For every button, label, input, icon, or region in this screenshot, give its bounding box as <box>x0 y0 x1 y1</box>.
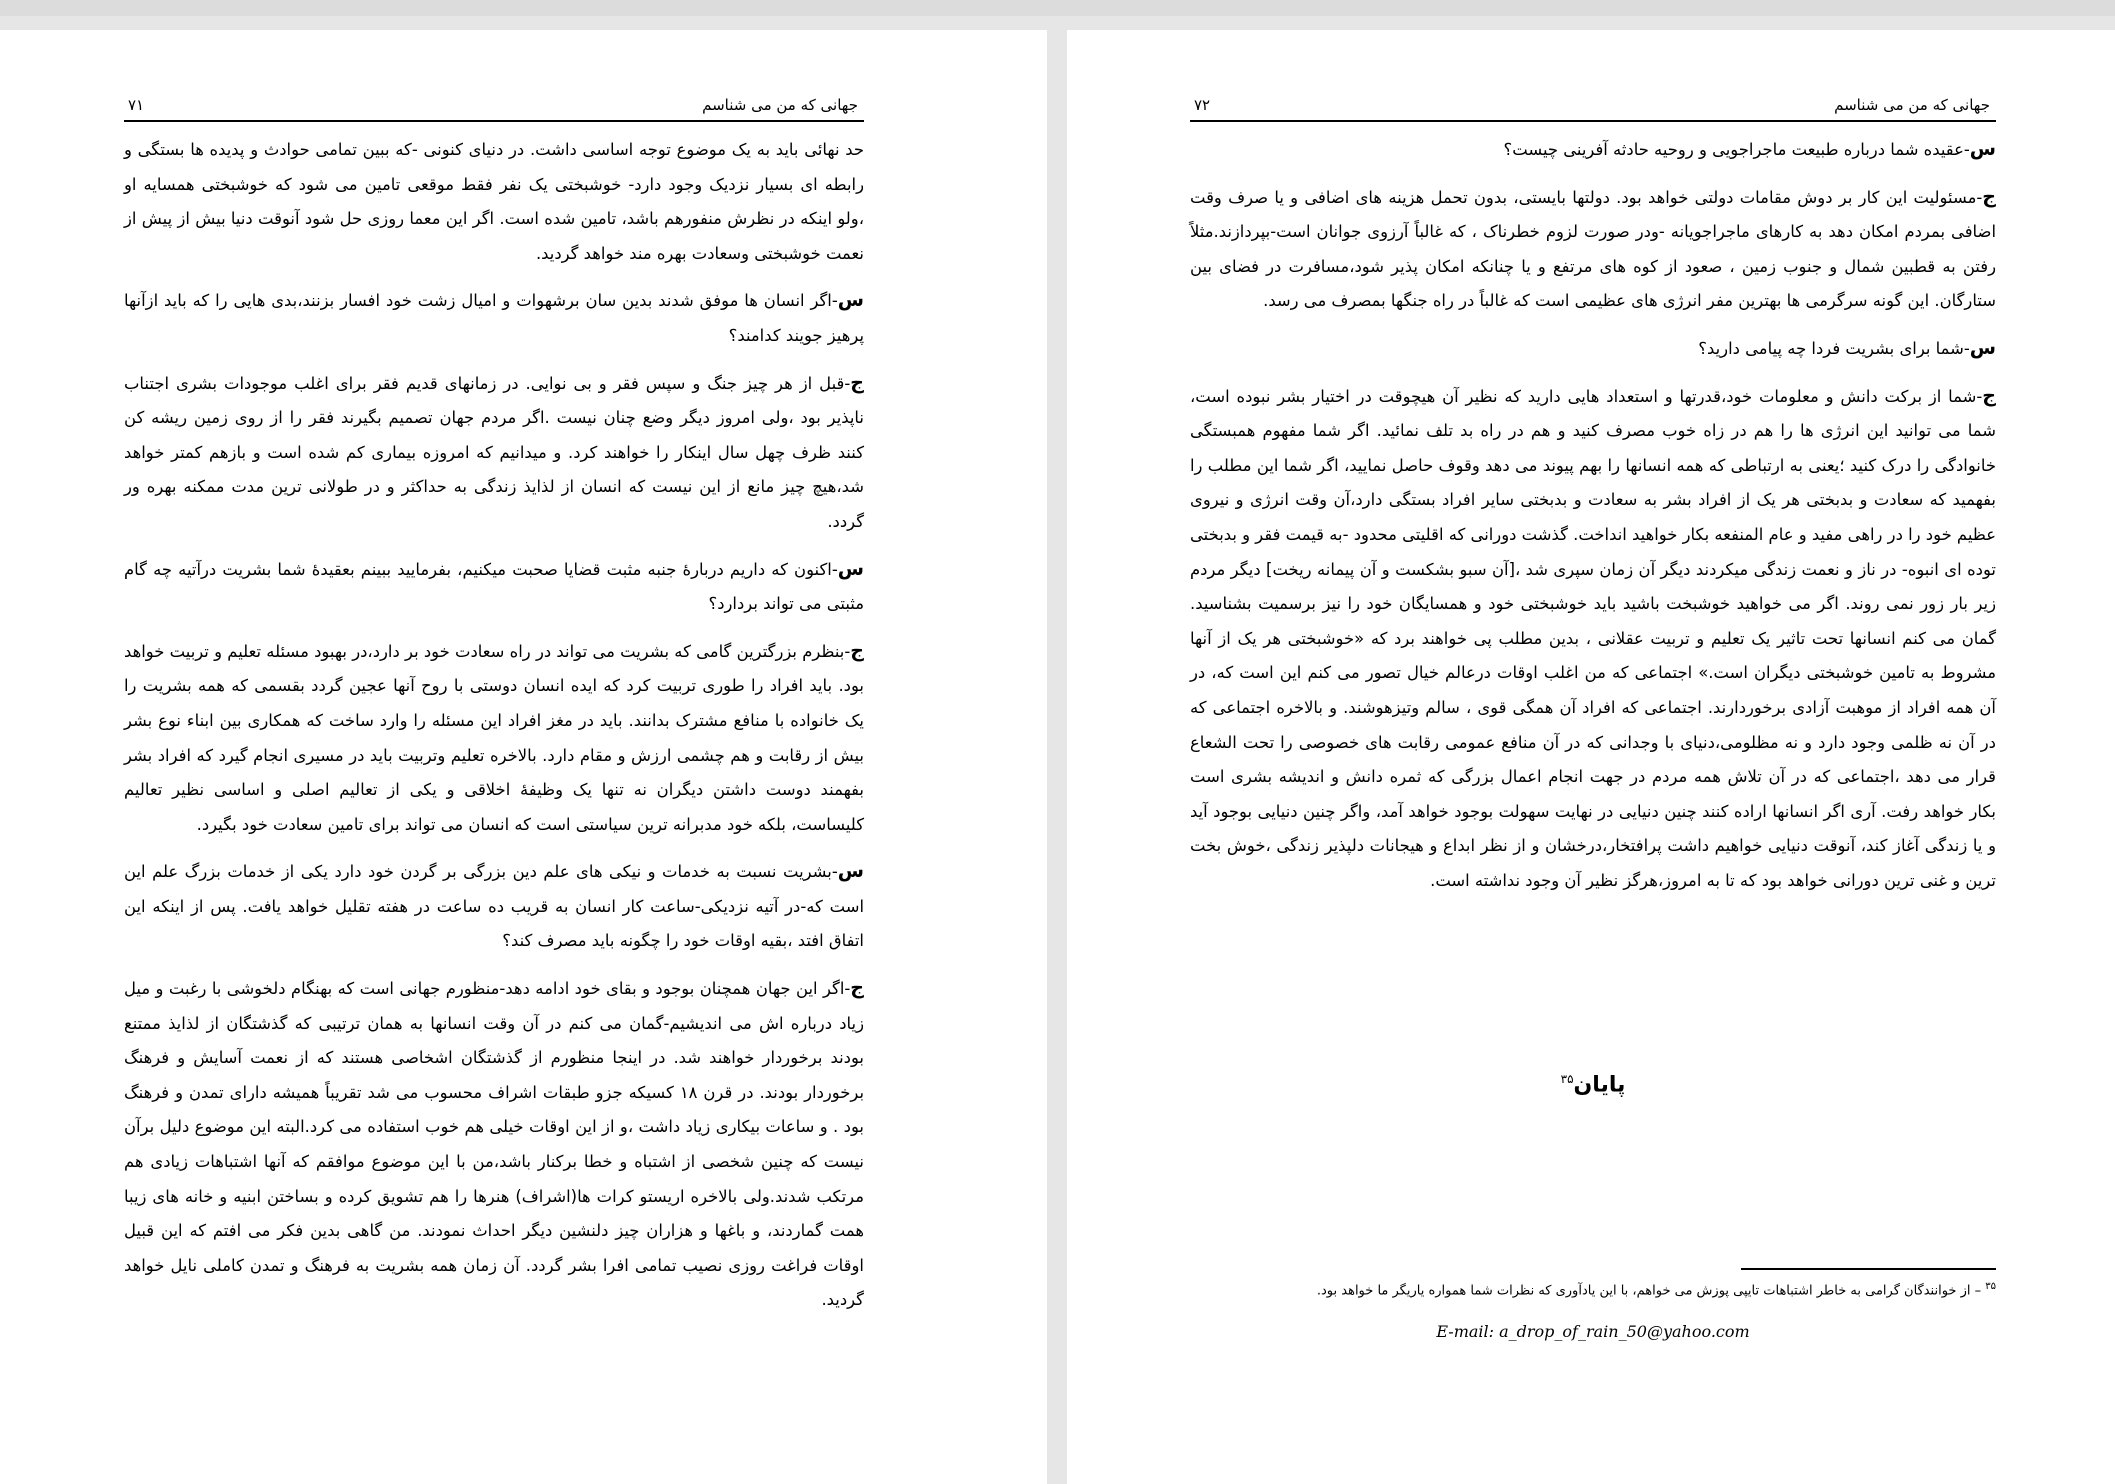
running-title: جهانی که من می شناسم <box>702 96 858 114</box>
paragraph <box>1190 132 1996 168</box>
end-title-text: پایان <box>1573 1072 1626 1098</box>
paragraph-text: -شما از برکت دانش و معلومات خود،قدرتها و استعداد هایی دارید که نظیر آن هیچوقت در اختیار بشر نبوده است، شما می توانید این انرژی ها را هم در زاه خوب مصرف کنید و هم در راه بد تلف نمائید. اگر شما مفهوم همبستگی خانوادگی را درک کنید ؛یعنی به ارتباطی که همه انسانها را بهم پیوند می دهد وقوف حاصل نمایید، اگر شما این مطلب را بفهمید که سعادت و بدبختی هر یک از افراد بشر به سعادت و بدبختی سایر افراد بستگی دارد،آن وقت انرژی و نیروی عظیم خود را در راهی مفید و عام المنفعه بکار خواهید انداخت. گذشت دورانی که اقلیتی محدود -به قیمت فقر و بدبختی توده ای انبوه- در ناز و نعمت زندگی میکردند دیگر آن زمان سپری شد ،[آن سبو بشکست و آن پیمانه ریخت] دیگر مردم زیر بار زور نمی روند. اگر می خواهید خوشبخت باشید باید خوشبختی خود و همسایگان خود را نیز برسمیت بشناسید. گمان می کنم انسانها تحت تاثیر یک تعلیم و تربیت عقلانی ، بدین مطلب پی خواهند برد که «خوشبختی هر یک از آنها مشروط به تامین خوشبختی دیگران است.» اجتماعی که من اغلب اوقات درعالم خیال تصور می کنم این است که، در آن همه افراد از موهبت آزادی برخوردارند. اجتماعی که افراد آن همگی قوی ، سالم وتیزهوشند. و بالاخره اجتماعی که در آن نه ظلمی وجود دارد و نه مظلومی،دنیای با وجدانی که در آن منافع عمومی رقابت های خصوصی را تحت الشعاع قرار می دهد ،اجتماعی که در آن تلاش همه مردم در جهت انجام اعمال بزرگی که ثمره دانش و اندیشه بشری است بکار خواهد رفت. آری اگر انسانها اراده کنند چنین دنیایی در نهایت سهولت بوجود خواهد آمد، واگر چنین دنیایی بوجود آید و یا زندگی آغاز کند، آنوقت دنیایی خواهیم داشت پرافتخار،درخشان و از نظر ابداع و هیجانات دلپذیر زندگی ،خوش بخت ترین و غنی ترین دورانی خواهد بود که تا به امروز،هرگز نظیر آن وجود نداشته است. <box>1190 386 1996 890</box>
paragraph <box>1190 180 1996 319</box>
paragraph-text: -شما برای بشریت فردا چه پیامی دارید؟ <box>1698 338 1970 358</box>
answer-label: ج <box>1982 384 1996 407</box>
paragraph <box>124 854 864 959</box>
paragraph <box>124 971 864 1318</box>
page-71 <box>0 30 1047 1484</box>
paragraph <box>124 634 864 843</box>
author-email: E-mail: a_drop_of_rain_50@yahoo.com <box>1436 1322 1750 1341</box>
answer-label: ج <box>850 371 864 394</box>
paragraph <box>1190 379 1996 899</box>
page-number: ۷۲ <box>1194 96 1211 114</box>
page-body <box>1190 132 1996 910</box>
viewer-top-strip <box>0 0 2115 16</box>
page-header <box>124 90 864 122</box>
question-label: س <box>837 860 864 883</box>
answer-label: ج <box>850 977 864 1000</box>
page-body <box>124 132 864 1330</box>
page-header <box>1190 90 1996 122</box>
question-label: س <box>1969 336 1996 359</box>
paragraph-text: -قبل از هر چیز جنگ و سپس فقر و بی نوایی. در زمانهای قدیم فقر برای اغلب موجودات بشری اجتناب ناپذیر بود ،ولی امروز دیگر وضع چنان نیست .اگر مردم جهان تصمیم بگیرند فقر را از روی زمین ریشه کن کنند ظرف چهل سال اینکار را خواهند کرد. و میدانیم که امروزه بیماری کم شده است و بازهم کمتر خواهد شد،هیچ چیز مانع از این نیست که انسان از لذایذ زندگی به حداکثر و در طولانی ترین مدت ممکنه بهره ور گردد. <box>124 373 864 531</box>
paragraph <box>124 366 864 540</box>
footnote-divider <box>1741 1268 1996 1270</box>
paragraph-text: -اگر انسان ها موفق شدند بدین سان برشهوات و امیال زشت خود افسار بزنند،بدی هایی را که باید ازآنها پرهیز جویند کدامند؟ <box>124 291 864 345</box>
running-title: جهانی که من می شناسم <box>1834 96 1990 114</box>
paragraph-text: -اگر این جهان همچنان بوجود و بقای خود ادامه دهد-منظورم جهانی است که بهنگام دلخوشی با رغبت و میل زیاد درباره اش می اندیشیم-گمان می کنم در آن وقت انسانها به همان ترتیبی که گذشتگان از لذایذ ممتنع بودند برخوردار خواهند شد. در اینجا منظورم از گذشتگان اشخاصی هستند که از نعمت آسایش و فرهنگ برخوردار بودند. در قرن ۱۸ کسیکه جزو طبقات اشراف محسوب می شد تقریباً همیشه دارای تمدن و فرهنگ بود . و ساعات بیکاری زیاد داشت ،و از این اوقات خیلی هم خوب استفاده می کرد.البته این موضوع دلیل برآن نیست که چنین شخصی از اشتباه و خطا برکنار باشد،من با این موضوع موافقم که آنها اشتباهات زیادی هم مرتکب شدند.ولی بالاخره اریستو کرات ها(اشراف) هنرها را هم تشویق کرده و بساختن ابنیه و خانه های زیبا همت گماردند، و باغها و هزاران چیز دلنشین دیگر احداث نمودند. من گاهی بدین فکر می افتم که این قبیل اوقات فراغت روزی نصیب تمامی افرا بشر گردد. آن زمان همه بشریت به فرهنگ و تمدن کاملی نایل خواهد گردید. <box>124 979 865 1310</box>
page-72 <box>1067 30 2115 1484</box>
footnote <box>1190 1276 1996 1302</box>
question-label: س <box>1969 138 1996 160</box>
paragraph <box>124 283 864 353</box>
question-label: س <box>837 557 864 580</box>
paragraph-text: -مسئولیت این کار بر دوش مقامات دولتی خواهد بود. دولتها بایستی، بدون تحمل هزینه های اضافی و یا صرف وقت اضافی بمردم امکان دهد به کارهای ماجراجویانه -ودر صورت لزوم خطرناک ، که غالباً آرزوی جوانان است-بپردازند.مثلاً رفتن به قطبین شمال و جنوب زمین ، صعود از کوه های مرتفع و یا چنانکه امکان پذیر شود،مسافرت در فضای بین ستارگان. این گونه سرگرمی ها بهترین مفر انرژی های عظیمی است که غالباً در راه جنگها بمصرف می رسد. <box>1190 187 1996 311</box>
question-label: س <box>837 289 864 312</box>
footnote-text: – از خوانندگان گرامی به خاطر اشتباهات تایپی پوزش می خواهم، با این یادآوری که نظرات شما همواره یاریگر ما خواهد بود. <box>1316 1283 1982 1299</box>
answer-label: ج <box>850 639 864 662</box>
paragraph-text: -اکنون که داریم دربارهٔ جنبه مثبت قضایا صحبت میکنیم، بفرمایید ببینم بعقیدهٔ شما بشریت درآتیه چه گام مثبتی می تواند بردارد؟ <box>124 559 864 614</box>
paragraph <box>124 132 864 271</box>
answer-label: ج <box>1982 185 1996 208</box>
footnote-ref: ۳۵ <box>1560 1072 1574 1086</box>
page-number: ۷۱ <box>128 96 145 114</box>
paragraph <box>124 552 864 622</box>
paragraph-text: -بشریت نسبت به خدمات و نیکی های علم دین بزرگی بر گردن خود دارد یکی از خدمات بزرگ علم این است که-در آتیه نزدیکی-ساعت کار انسان به قریب ده ساعت در هفته تقلیل خواهد یافت. پس از اینکه این اتفاق افتد ،بقیه اوقات خود را چگونه باید مصرف کند؟ <box>124 862 864 951</box>
paragraph-text: -بنظرم بزرگترین گامی که بشریت می تواند در راه سعادت خود بر دارد،در بهبود مسئله تعلیم و تربیت خواهد بود. باید افراد را طوری تربیت کرد که ایده انسان دوستی با روح آنها عجین گردد بقسمی که همه بشریت را یک خانواده با منافع مشترک بدانند. باید در مغز افراد این مسئله را وارد ساخت که همکاری بین ابناء نوع بشر بیش از رقابت و هم چشمی ارزش و مقام دارد. بالاخره تعلیم وتربیت باید در مسیری انجام گیرد که افراد بشر بفهمند دوست داشتن دیگران نه تنها یک وظیفهٔ اخلاقی و یکی از تعالیم اصلی و اساسی نظیر تعالیم کلیساست، بلکه خود مدبرانه ترین سیاستی است که انسان می تواند برای تامین سعادت خود بگیرد. <box>124 641 864 834</box>
footnote-number: ۳۵ <box>1985 1281 1996 1292</box>
end-heading <box>1190 1072 1996 1097</box>
paragraph-text: حد نهائی باید به یک موضوع توجه اساسی داشت. در دنیای کنونی -که ببین تمامی حوادث و پدیده ها بستگی و رابطه ای بسیار نزدیک وجود دارد- خوشبختی یک نفر فقط موقعی تامین می شود که خوشبختی همسایه او ،ولو اینکه در نظرش منفورهم باشد، تامین شده است. اگر این معما روزی حل شود آنوقت دنیا بیش از پیش از نعمت خوشبختی وسعادت بهره مند خواهد گردید. <box>124 140 864 263</box>
paragraph-text: -عقیده شما درباره طبیعت ماجراجویی و روحیه حادثه آفرینی چیست؟ <box>1503 140 1970 159</box>
paragraph <box>1190 331 1996 367</box>
